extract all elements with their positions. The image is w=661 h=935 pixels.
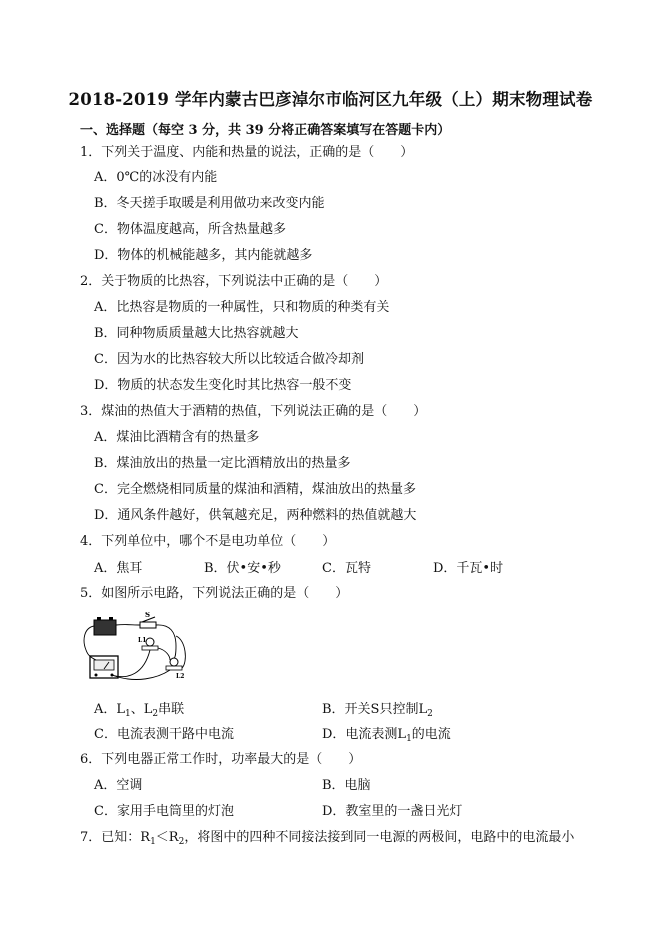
question-5-option-d <box>322 727 451 747</box>
q5-a-text-2: 、L <box>130 702 153 717</box>
question-1-stem: 1．下列关于温度、内能和热量的说法，正确的是（ ） <box>80 145 414 160</box>
question-2-option-a: A．比热容是物质的一种属性，只和物质的种类有关 <box>94 300 390 315</box>
question-5-stem: 5．如图所示电路，下列说法正确的是（ ） <box>80 586 349 601</box>
page-title: 2018-2019 学年内蒙古巴彦淖尔市临河区九年级（上）期末物理试卷 <box>68 90 593 109</box>
q5-a-text-1: A．L <box>94 702 126 717</box>
section-heading: 一、选择题（每空 3 分，共 39 分将正确答案填写在答题卡内） <box>80 123 451 138</box>
question-1-option-c: C．物体温度越高，所含热量越多 <box>94 222 286 237</box>
question-2-stem: 2．关于物质的比热容，下列说法中正确的是（ ） <box>80 274 388 289</box>
question-3-stem: 3．煤油的热值大于酒精的热值，下列说法正确的是（ ） <box>80 404 427 419</box>
lamp-l1-label: L1 <box>138 637 147 644</box>
q5-a-sub-1: 1 <box>125 709 131 719</box>
q5-b-text: B．开关S只控制L <box>322 702 428 717</box>
question-7-stem <box>80 830 574 850</box>
switch-label: S <box>145 612 151 619</box>
question-4-option-d: D．千瓦•时 <box>433 561 504 576</box>
question-1-option-d: D．物体的机械能越多，其内能就越多 <box>94 248 313 263</box>
lamp-l2-icon <box>166 658 182 670</box>
question-3-option-a: A．煤油比酒精含有的热量多 <box>94 430 260 445</box>
q5-d-text-2: 的电流 <box>411 727 451 742</box>
q5-b-sub: 2 <box>427 709 433 719</box>
q5-a-sub-2: 2 <box>152 709 159 719</box>
q5-a-text-3: 串联 <box>158 702 185 717</box>
q7-text-3: ，将图中的四种不同接法接到同一电源的两极间，电路中的电流最小 <box>184 830 575 845</box>
question-3-option-c: C．完全燃烧相同质量的煤油和酒精，煤油放出的热量多 <box>94 482 416 497</box>
question-3-option-b: B．煤油放出的热量一定比酒精放出的热量多 <box>94 456 351 471</box>
circuit-figure <box>78 612 202 688</box>
q7-sub-2: 2 <box>178 837 185 847</box>
question-4-stem: 4．下列单位中，哪个不是电功单位（ ） <box>80 534 336 549</box>
q5-d-sub: 1 <box>406 734 412 744</box>
question-1-option-a: A．0℃的冰没有内能 <box>94 170 218 185</box>
question-2-option-c: C．因为水的比热容较大所以比较适合做冷却剂 <box>94 352 364 367</box>
question-6-option-c: C．家用手电筒里的灯泡 <box>94 804 234 819</box>
question-5-option-c: C．电流表测干路中电流 <box>94 727 234 742</box>
question-1-option-b: B．冬天搓手取暖是利用做功来改变内能 <box>94 196 325 211</box>
question-3-option-d: D．通风条件越好，供氧越充足，两种燃料的热值就越大 <box>94 508 417 523</box>
question-6-option-d: D．教室里的一盏日光灯 <box>322 804 463 819</box>
question-6-stem: 6．下列电器正常工作时，功率最大的是（ ） <box>80 752 362 767</box>
question-2-option-b: B．同种物质质量越大比热容就越大 <box>94 326 299 341</box>
q7-text-1: 7．已知：R <box>80 830 151 845</box>
question-4-option-a: A．焦耳 <box>94 561 143 576</box>
q5-d-text-1: D．电流表测L <box>322 727 407 742</box>
question-4-option-b: B．伏•安•秒 <box>204 561 281 576</box>
q7-sub-1: 1 <box>150 837 156 847</box>
question-6-option-b: B．电脑 <box>322 778 371 793</box>
q7-text-2: ＜R <box>155 830 179 845</box>
question-5-option-a <box>94 702 184 722</box>
battery-icon <box>94 617 116 635</box>
lamp-l2-label: L2 <box>176 673 185 680</box>
question-2-option-d: D．物质的状态发生变化时其比热容一般不变 <box>94 378 352 393</box>
question-4-option-c: C．瓦特 <box>322 561 371 576</box>
question-5-option-b <box>322 702 433 722</box>
question-6-option-a: A．空调 <box>94 778 143 793</box>
